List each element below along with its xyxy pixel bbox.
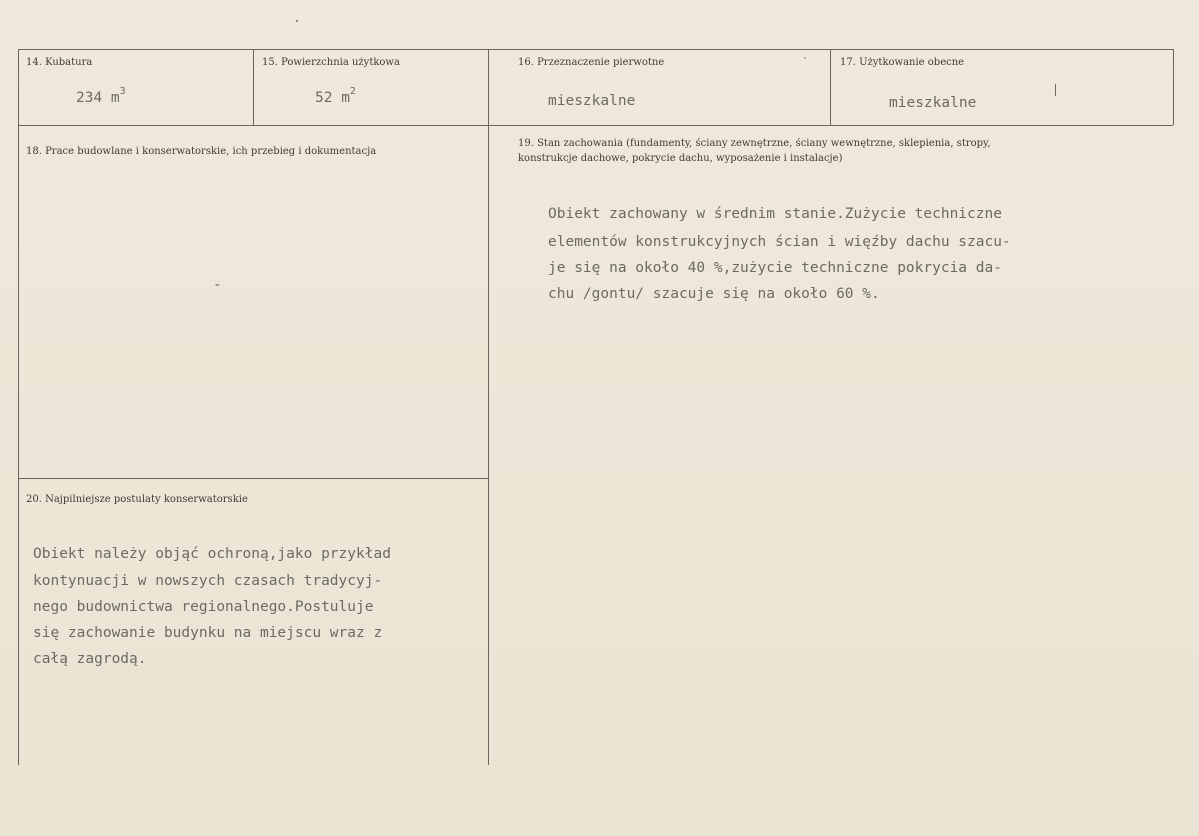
field-14-value <box>76 88 126 106</box>
field-20-text-line-5: całą zagrodą. <box>33 651 147 667</box>
row1-bottom-rule <box>18 125 1173 126</box>
divider-16-17 <box>830 49 831 125</box>
field-16-value: mieszkalne <box>548 93 636 109</box>
field-15-value <box>315 88 356 106</box>
field-18-value: - <box>213 277 222 293</box>
field-18-label: 18. Prace budowlane i konserwatorskie, ich przebieg i dokumentacja <box>26 146 377 157</box>
field-14-label: 14. Kubatura <box>26 57 93 68</box>
top-rule <box>18 49 1173 50</box>
field-19-text-line-2: elementów konstrukcyjnych ścian i więźby dachu szacu- <box>548 234 1011 250</box>
field-14-unit-exponent: 3 <box>119 86 126 97</box>
left-border <box>18 49 19 765</box>
field-15-value-text: 52 m <box>315 89 350 106</box>
right-border <box>1173 49 1174 125</box>
field-20-text-line-1: Obiekt należy objąć ochroną,jako przykład <box>33 546 391 562</box>
field-20-label: 20. Najpilniejsze postulaty konserwatorskie <box>26 494 248 505</box>
paper-speck <box>804 57 806 59</box>
field-20-text-line-3: nego budownictwa regionalnego.Postuluje <box>33 599 374 615</box>
field-14-value-text: 234 m <box>76 89 120 106</box>
field20-top-rule <box>18 478 488 479</box>
field-15-label: 15. Powierzchnia użytkowa <box>262 57 400 68</box>
field-17-value: mieszkalne <box>889 95 977 111</box>
field-15-unit-exponent: 2 <box>349 86 356 97</box>
field-19-label-line-2: konstrukcje dachowe, pokrycie dachu, wyposażenie i instalacje) <box>518 153 843 164</box>
field-19-text-line-3: je się na około 40 %,zużycie techniczne pokrycia da- <box>548 260 1002 276</box>
divider-14-15 <box>253 49 254 125</box>
center-divider <box>488 49 489 765</box>
field-20-text-line-2: kontynuacji w nowszych czasach tradycyj- <box>33 573 383 589</box>
field-19-text-line-4: chu /gontu/ szacuje się na około 60 %. <box>548 286 880 302</box>
field-16-label: 16. Przeznaczenie pierwotne <box>518 57 665 68</box>
field-17-label: 17. Użytkowanie obecne <box>840 57 965 68</box>
field-19-label-line-1: 19. Stan zachowania (fundamenty, ściany zewnętrzne, ściany wewnętrzne, sklepienia, stropy, <box>518 138 991 149</box>
field-19-text-line-1: Obiekt zachowany w średnim stanie.Zużycie techniczne <box>548 206 1002 222</box>
paper-speck <box>296 20 298 22</box>
field-20-text-line-4: się zachowanie budynku na miejscu wraz z <box>33 625 383 641</box>
pencil-stroke <box>1055 84 1056 96</box>
